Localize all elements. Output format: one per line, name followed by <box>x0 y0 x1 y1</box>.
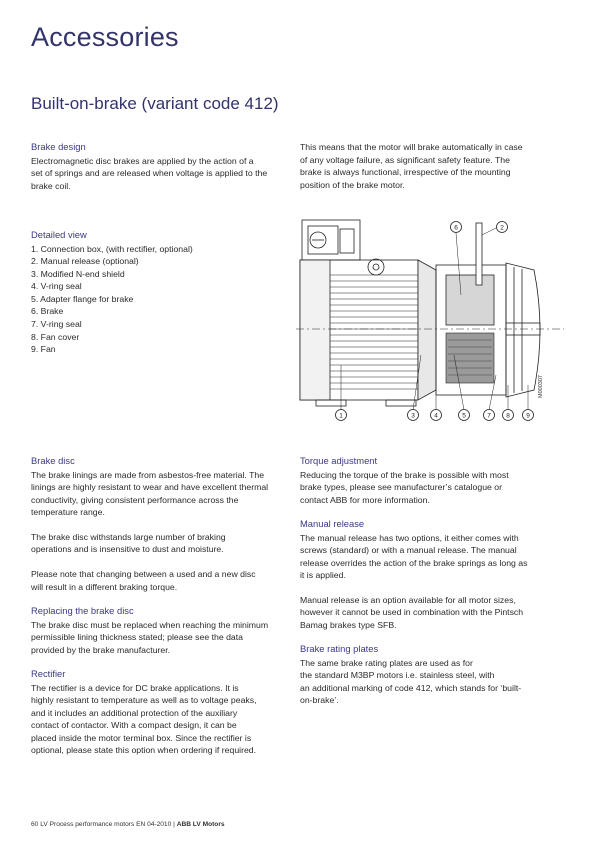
callout-label: 8 <box>506 412 510 420</box>
page-footer <box>31 821 225 828</box>
manual-release-p2: Manual release is an option available for all motor sizes, however it cannot be used in combination with the Pintsch Bamag brakes type SFB. <box>300 594 524 631</box>
brake-disc-section <box>31 455 289 593</box>
list-item: 1. Connection box, (with rectifier, optional) <box>31 243 193 254</box>
figure-code: M000307 <box>538 375 544 398</box>
callout-label: 1 <box>339 412 343 420</box>
list-item: 7. V-ring seal <box>31 319 82 330</box>
manual-release-section <box>300 518 558 632</box>
page-title: Accessories <box>31 22 179 52</box>
list-item: 9. Fan <box>31 344 56 355</box>
rating-plates-text: The same brake rating plates are used as for the standard M3BP motors i.e. stainless steel, with an additional marking of code 412, which stands for ‘built- on-brake’. <box>300 657 522 706</box>
brake-disc-p3: Please note that changing between a used and a new disc will result in a different braking torque. <box>31 569 256 592</box>
footer-doc-title: LV Process performance motors EN 04-2010 <box>40 821 172 828</box>
callout-label: 3 <box>411 412 415 420</box>
rectifier-text: The rectifier is a device for DC brake applications. It is highly resistant to temperature as well as to voltage peaks, and it includes an additional protection of the auxiliary contact of contactor. With a compact design, it can be placed inside the motor terminal box. Since the rectifier is optional, please state this option when ordering if required. <box>31 682 257 756</box>
list-item: 4. V-ring seal <box>31 281 82 292</box>
callout-label: 6 <box>454 224 458 232</box>
brake-design-heading: Brake design <box>31 141 86 152</box>
detailed-view-list <box>31 243 289 356</box>
brake-motor-drawing <box>296 215 566 437</box>
list-item: 2. Manual release (optional) <box>31 256 139 267</box>
brake-design-continued-text: This means that the motor will brake automatically in case of any voltage failure, as significant safety feature. The brake is always functional, irrespective of the mounting position of the brake motor. <box>300 142 523 190</box>
brake-design-section <box>31 141 289 192</box>
list-item: 3. Modified N-end shield <box>31 268 125 279</box>
replacing-section <box>31 605 289 656</box>
list-item: 5. Adapter flange for brake <box>31 293 134 304</box>
brake-disc-heading: Brake disc <box>31 455 75 466</box>
callout-label: 7 <box>487 412 491 420</box>
footer-separator: | <box>173 821 175 828</box>
detailed-view-section <box>31 229 289 356</box>
rectifier-section <box>31 668 289 757</box>
torque-heading: Torque adjustment <box>300 455 378 466</box>
detailed-view-heading: Detailed view <box>31 229 87 240</box>
list-item: 6. Brake <box>31 306 64 317</box>
brake-disc-p2: The brake disc withstands large number of braking operations and is insensitive to dust and moisture. <box>31 531 226 555</box>
page-number: 60 <box>31 821 39 828</box>
rectifier-heading: Rectifier <box>31 668 66 679</box>
callout-label: 2 <box>500 224 504 232</box>
brake-disc-p1: The brake linings are made from asbestos-free material. The linings are highly resistant to wear and have excellent thermal conductivity, giving consistent performance across the temperature range. <box>31 469 269 518</box>
footer-brand: ABB LV Motors <box>176 821 225 828</box>
brake-design-continued <box>300 141 558 191</box>
callout-label: 4 <box>434 412 438 420</box>
torque-text: Reducing the torque of the brake is possible with most brake types, please see manufacturer’s catalogue or contact ABB for more information. <box>300 469 509 505</box>
list-item: 8. Fan cover <box>31 331 80 342</box>
brake-design-text: Electromagnetic disc brakes are applied by the action of a set of springs and are released when voltage is applied to the brake coil. <box>31 155 268 191</box>
manual-release-p1: The manual release has two options, it either comes with screws (standard) or with a manual release. The manual release overrides the action of the brake springs as long as it is applied. <box>300 532 528 581</box>
replacing-text: The brake disc must be replaced when reaching the minimum permissible lining thickness stated; please see the data provided by the brake manufacturer. <box>31 619 269 655</box>
rating-plates-heading: Brake rating plates <box>300 643 379 654</box>
torque-section <box>300 455 558 506</box>
replacing-heading: Replacing the brake disc <box>31 605 134 616</box>
manual-release-heading: Manual release <box>300 518 365 529</box>
rating-plates-section <box>300 643 558 707</box>
callout-label: 5 <box>462 412 466 420</box>
callout-label: 9 <box>526 412 530 420</box>
section-title: Built-on-brake (variant code 412) <box>31 94 279 113</box>
